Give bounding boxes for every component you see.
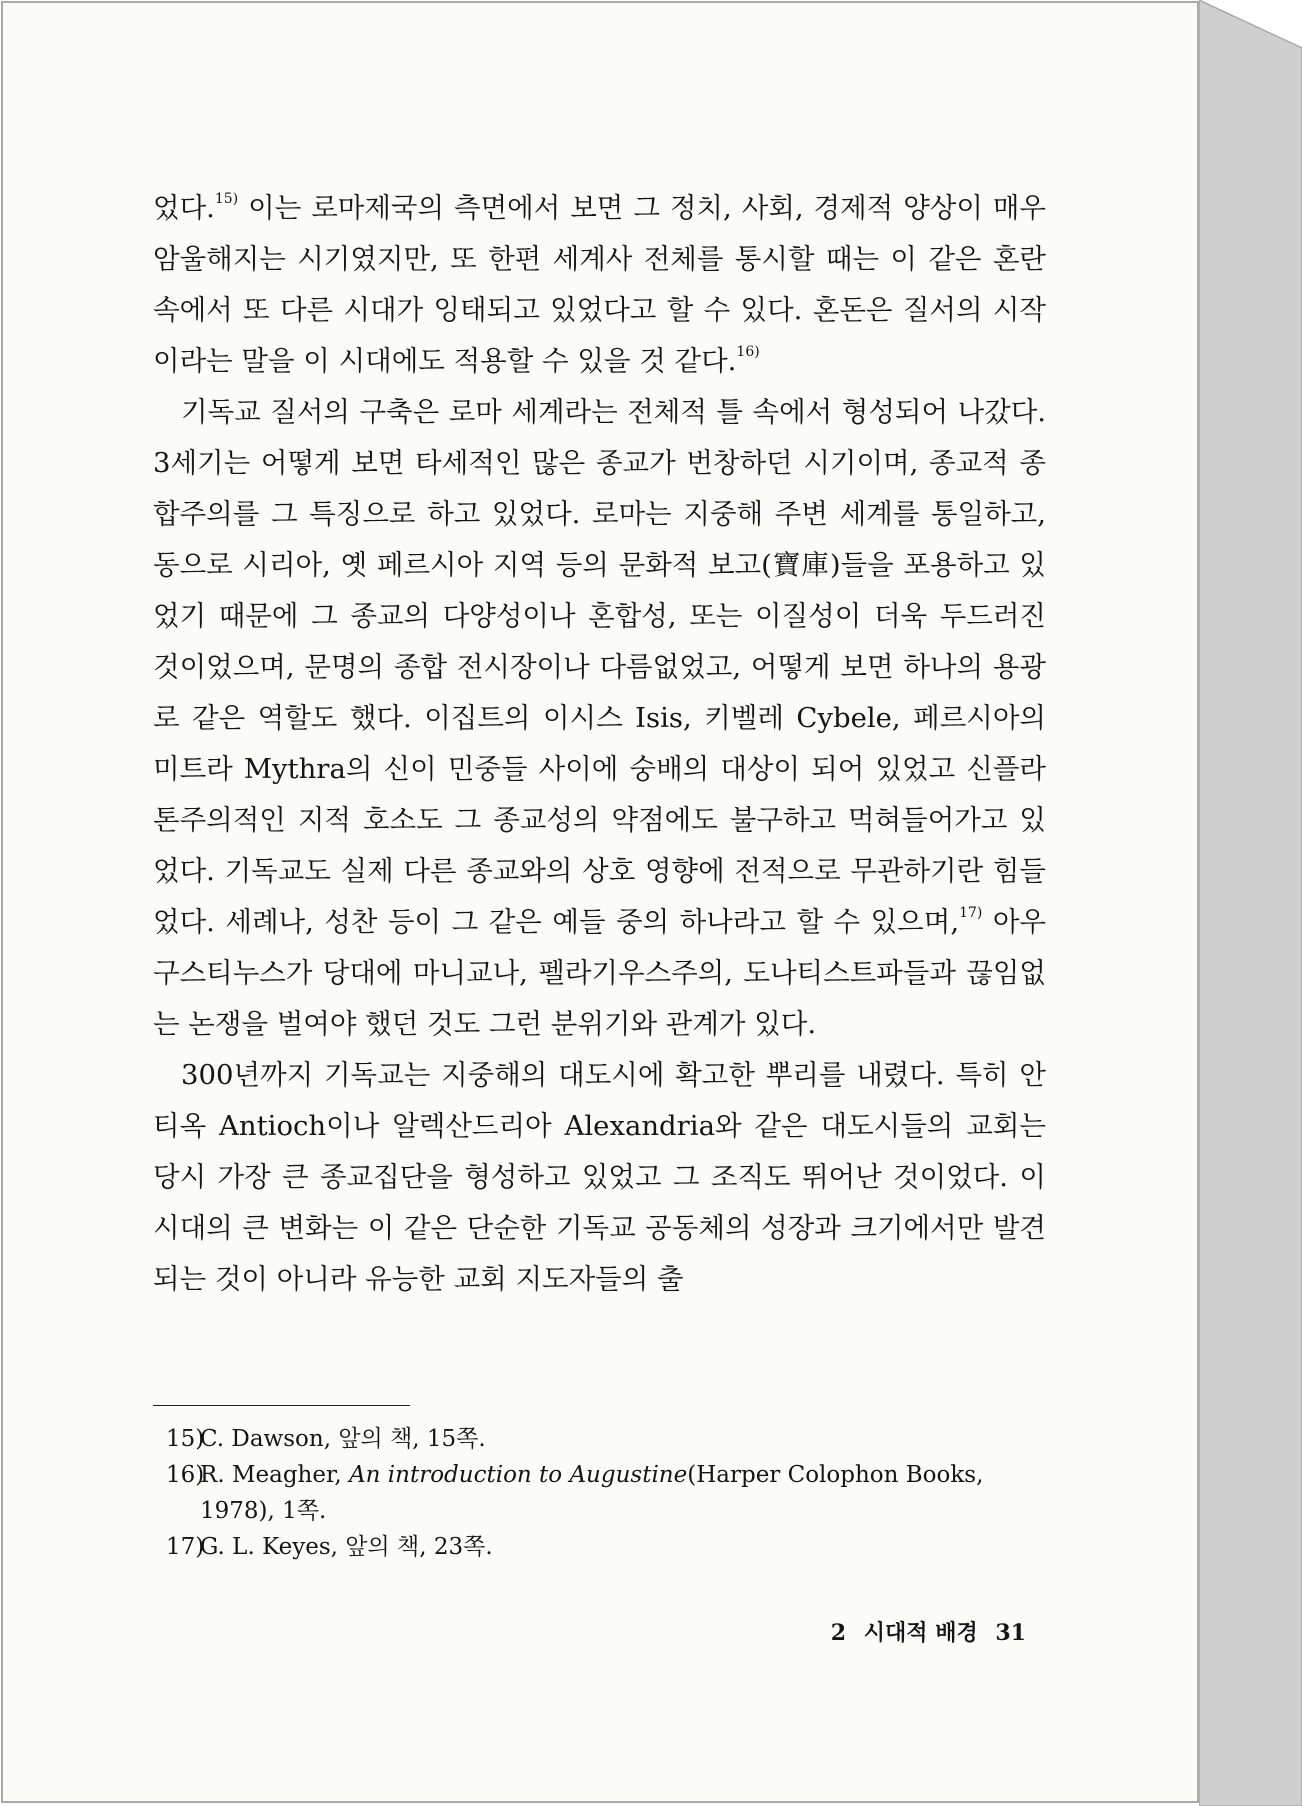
paragraph-text: 었다. — [153, 192, 215, 224]
paragraph — [153, 387, 1046, 1050]
body-text — [153, 183, 1046, 1305]
footnote-author: R. Meagher, — [200, 1462, 350, 1488]
footnote-text: C. Dawson, 앞의 책, 15쪽. — [200, 1426, 486, 1452]
chapter-number: 2 — [830, 1620, 847, 1646]
footnote-publication: (Harper Colophon Books, 1978), 1쪽. — [200, 1462, 984, 1524]
footnote-reference: 16) — [736, 344, 760, 360]
paragraph — [153, 1050, 1046, 1305]
footnotes — [166, 1421, 1046, 1565]
footnote-book-title: An introduction to Augustine — [349, 1462, 688, 1488]
footnote-reference: 17) — [959, 905, 983, 921]
paragraph-text: 아우구스티누스가 당대에 마니교나, 펠라기우스주의, 도나티스트파들과 끊임없는 논쟁을 벌여야 했던 것도 그런 분위기와 관계가 있다. — [153, 906, 1046, 1040]
footnote-text — [200, 1457, 1046, 1529]
footnote-item — [166, 1457, 1046, 1529]
paragraph — [153, 183, 1046, 387]
paragraph-text: 300년까지 기독교는 지중해의 대도시에 확고한 뿌리를 내렸다. 특히 안티옥 Antioch이나 알렉산드리아 Alexandria와 같은 대도시들의 교회는 당시 가장 큰 종교집단을 형성하고 있었고 그 조직도 뛰어난 것이었다. 이 시대의 큰 변화는 이 같은 단순한 기독교 공동체의 성장과 크기에서만 발견되는 것이 아니라 유능한 교회 지도자들의 출 — [153, 1059, 1046, 1295]
running-footer — [800, 1616, 1026, 1647]
paragraph-text: 이는 로마제국의 측면에서 보면 그 정치, 사회, 경제적 양상이 매우 암울해지는 시기였지만, 또 한편 세계사 전체를 통시할 때는 이 같은 혼란 속에서 또 다른 시대가 잉태되고 있었다고 할 수 있다. 혼돈은 질서의 시작이라는 말을 이 시대에도 적용할 수 있을 것 같다. — [153, 192, 1046, 377]
paragraph-text: 기독교 질서의 구축은 로마 세계라는 전체적 틀 속에서 형성되어 나갔다. 3세기는 어떻게 보면 타세적인 많은 종교가 번창하던 시기이며, 종교적 종합주의를 그 특징으로 하고 있었다. 로마는 지중해 주변 세계를 통일하고, 동으로 시리아, 옛 페르시아 지역 등의 문화적 보고(寶庫)들을 포용하고 있었기 때문에 그 종교의 다양성이나 혼합성, 또는 이질성이 더욱 두드러진 것이었으며, 문명의 종합 전시장이나 다름없었고, 어떻게 보면 하나의 용광로 같은 역할도 했다. 이집트의 이시스 Isis, 키벨레 Cybele, 페르시아의 미트라 Mythra의 신이 민중들 사이에 숭배의 대상이 되어 있었고 신플라톤주의적인 지적 호소도 그 종교성의 약점에도 불구하고 먹혀들어가고 있었다. 기독교도 실제 다른 종교와의 상호 영향에 전적으로 무관하기란 힘들었다. 세례나, 성찬 등이 그 같은 예들 중의 하나라고 할 수 있으며, — [153, 396, 1047, 938]
footnote-item — [166, 1421, 1046, 1457]
footnote-text: G. L. Keyes, 앞의 책, 23쪽. — [200, 1534, 493, 1560]
footnote-number: 15) — [166, 1426, 205, 1452]
page-number: 31 — [995, 1620, 1026, 1646]
footnote-number: 16) — [166, 1462, 205, 1488]
footnote-divider — [153, 1405, 410, 1406]
book-side-shading — [1199, 0, 1302, 1806]
footnote-number: 17) — [166, 1534, 205, 1560]
footnote-item — [166, 1529, 1046, 1565]
chapter-title: 시대적 배경 — [863, 1620, 978, 1646]
footnote-reference: 15) — [214, 191, 239, 207]
